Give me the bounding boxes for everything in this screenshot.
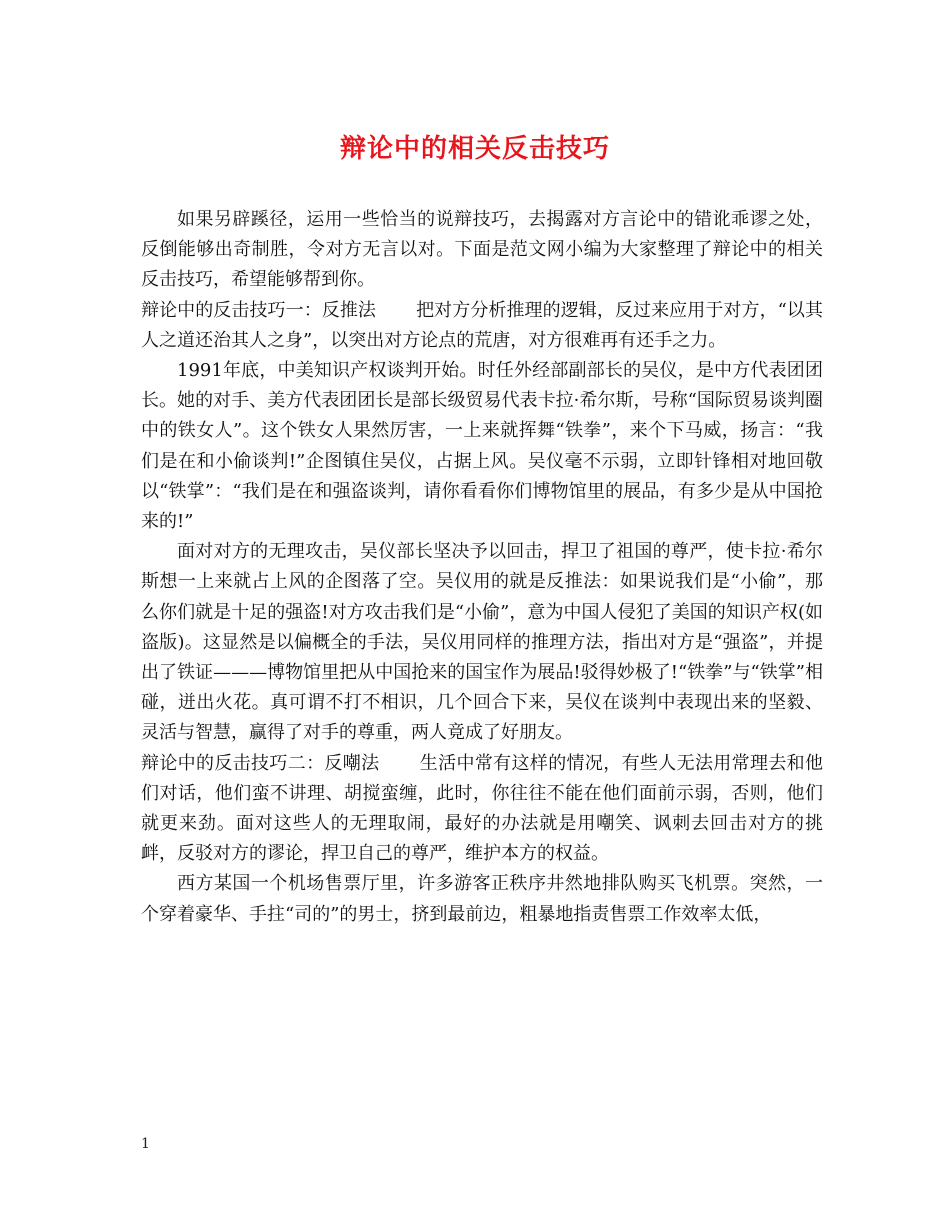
section-heading: 辩论中的反击技巧二：反嘲法 [141,752,380,774]
document-title: 辩论中的相关反击技巧 [339,134,610,164]
section-text: 生活中常有这样的情况，有些人无法用常理去和他们对话，他们蛮不讲理、胡搅蛮缠，此时，你往往不能在他们面前示弱，否则，他们就更来劲。面对这些人的无理取闹，最好的办法就是用嘲笑、讽刺去回击对方的挑衅，反驳对方的谬论，捍卫自己的尊严，维护本方的权益。 [141,752,824,865]
paragraph: 如果另辟蹊径，运用一些恰当的说辩技巧，去揭露对方言论中的错讹乖谬之处，反倒能够出奇制胜，令对方无言以对。下面是范文网小编为大家整理了辩论中的相关反击技巧，希望能够帮到你。 [141,209,823,291]
section-paragraph [141,296,823,356]
section-heading: 辩论中的反击技巧一：反推法 [141,299,377,321]
page-number: 1 [141,1136,150,1152]
paragraph: 面对对方的无理攻击，吴仪部长坚决予以回击，捍卫了祖国的尊严，使卡拉·希尔斯想一上来就占上风的企图落了空。吴仪用的就是反推法：如果说我们是“小偷”，那么你们就是十足的强盗!对方攻击我们是“小偷”，意为中国人侵犯了美国的知识产权(如盗版)。这显然是以偏概全的手法，吴仪用同样的推理方法，指出对方是“强盗”，并提出了铁证———博物馆里把从中国抢来的国宝作为展品!驳得妙极了!“铁拳”与“铁掌”相碰，迸出火花。真可谓不打不相识，几个回合下来，吴仪在谈判中表现出来的坚毅、灵活与智慧，赢得了对手的尊重，两人竟成了好朋友。 [141,541,824,744]
section-text: 把对方分析推理的逻辑，反过来应用于对方，“以其人之道还治其人之身”，以突出对方论点的荒唐，对方很难再有还手之力。 [141,299,824,351]
paragraph: 1991年底，中美知识产权谈判开始。时任外经部副部长的吴仪，是中方代表团团长。她的对手、美方代表团团长是部长级贸易代表卡拉·希尔斯，号称“国际贸易谈判圈中的铁女人”。这个铁女人果然厉害，一上来就挥舞“铁拳”，来个下马威，扬言：“我们是在和小偷谈判!”企图镇住吴仪，占据上风。吴仪毫不示弱，立即针锋相对地回敬以“铁掌”：“我们是在和强盗谈判，请你看看你们博物馆里的展品，有多少是从中国抢来的!” [141,360,823,533]
paragraph: 西方某国一个机场售票厅里，许多游客正秩序井然地排队购买飞机票。突然，一个穿着豪华、手拄“司的”的男士，挤到最前边，粗暴地指责售票工作效率太低， [141,873,823,925]
section-paragraph [141,749,823,870]
document-body [141,205,823,930]
